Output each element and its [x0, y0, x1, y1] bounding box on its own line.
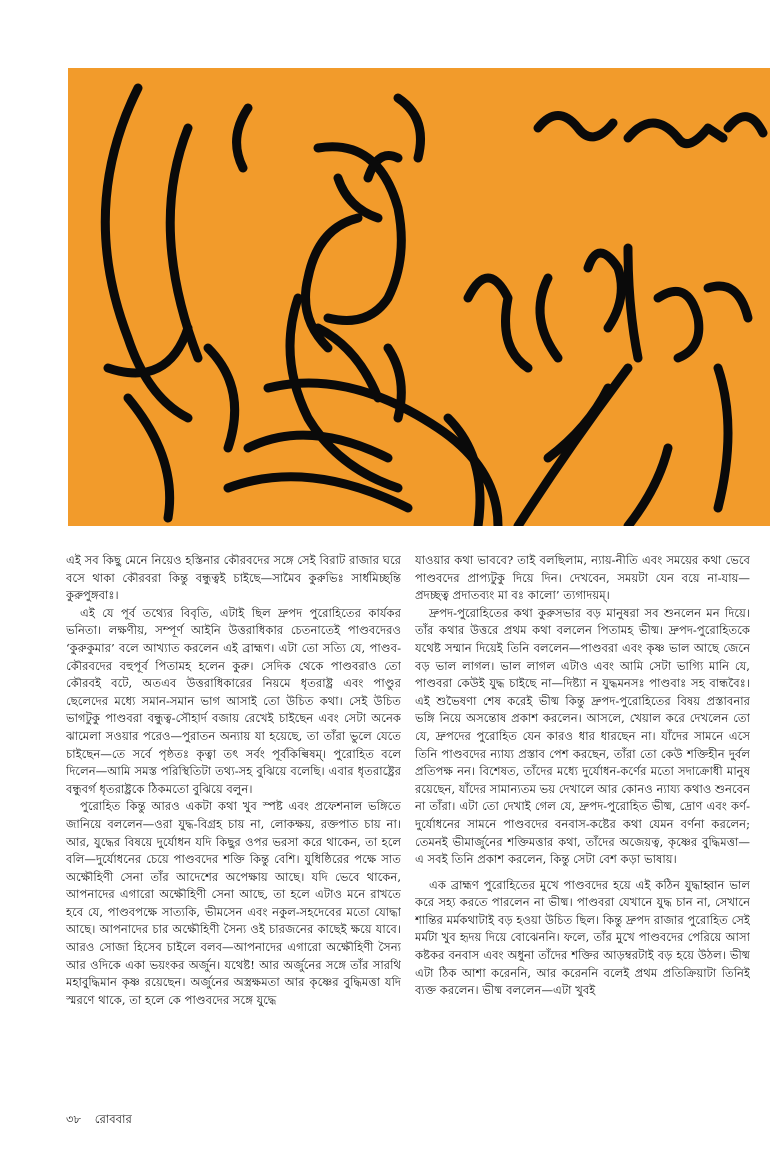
- left-column: [66, 552, 401, 1107]
- paragraph: এক ব্রাহ্মণ পুরোহিতের মুখে পাণ্ডবদের হয়ে এই কঠিন যুদ্ধাহ্বান ভাল করে সহ্য করতে পারলেন না ভীষ্ম। পাণ্ডবরা যেখানে যুদ্ধ চান না, সেখানে শান্তির মর্মকথাটাই বড় হওয়া উচিত ছিল। কিন্তু দ্রুপদ রাজার পুরোহিত সেই মর্মটা খুব হৃদয় দিয়ে বোঝেননি। ফলে, তাঁর মুখে পাণ্ডবদের পেরিয়ে আসা কষ্টকর বনবাস এবং অধুনা তাঁদের শক্তির আড়ম্বরটাই বড় হয়ে উঠল। ভীষ্ম এটা ঠিক আশা করেননি, আর করেননি বলেই প্রথম প্রতিক্রিয়াটা তিনিই ব্যক্ত করলেন। ভীষ্ম বললেন—এটা খুবই: [415, 877, 750, 998]
- paragraph: দ্রুপদ-পুরোহিতের কথা কুরুসভার বড় মানুষরা সব শুনলেন মন দিয়ে। তাঁর কথার উত্তরে প্রথম কথা বললেন পিতামহ ভীষ্ম। দ্রুপদ-পুরোহিতকে যথেষ্ট সম্মান দিয়েই তিনি বললেন—পাণ্ডবরা এবং কৃষ্ণ ভাল আছে জেনে বড় ভাল লাগল। ভাল লাগল এটাও এবং আমি সেটা ভাগ্যি মানি যে, পাণ্ডবরা কেউই যুদ্ধ চাইছে না—দিষ্ট্যা ন যুদ্ধমনসঃ পাণ্ডবাঃ সহ বান্ধবৈঃ। এই শুভৈষণা শেষ করেই ভীষ্ম কিন্তু দ্রুপদ-পুরোহিতের বিষয় প্রস্তাবনার ভঙ্গি নিয়ে অসন্তোষ প্রকাশ করলেন। আসলে, খেয়াল করে দেখলেন তো যে, দ্রুপদের পুরোহিত যেন কারও ধার ধারছেন না। যাঁদের সামনে এসে তিনি পাণ্ডবদের ন্যায্য প্রস্তাব পেশ করছেন, তাঁরা তো কেউ শক্তিহীন দুর্বল প্রতিপক্ষ নন। বিশেষত, তাঁদের মধ্যে দুর্যোধন-কর্ণের মতো সদাক্রোধী মানুষ রয়েছেন, যাঁদের সামান্যতম ভয় দেখালে আর কোনও ন্যায্য কথাও শুনবেন না তাঁরা। এটা তো দেখাই গেল যে, দ্রুপদ-পুরোহিত ভীষ্ম, দ্রোণ এবং কর্ণ-দুর্যোধনের সামনে পাণ্ডবদের বনবাস-কষ্টের কথা যেমন বর্ণনা করলেন; তেমনই ভীমার্জুনের শক্তিমত্তার কথা, তাঁদের অজেয়ত্ব, কৃষ্ণের বুদ্ধিমত্তা—এ সবই তিনি প্রকাশ করলেন, কিন্তু সেটা বেশ কড়া ভাষায়।: [415, 605, 750, 867]
- paragraph: পুরোহিত কিন্তু আরও একটা কথা খুব স্পষ্ট এবং প্রফেশনাল ভঙ্গিতে জানিয়ে বললেন—ওরা যুদ্ধ-বিগ্রহ চায় না, লোকক্ষয়, রক্তপাত চায় না। আর, যুদ্ধের বিষয়ে দুর্যোধন যদি কিছুর ওপর ভরসা করে থাকেন, তা হলে বলি—দুর্যোধনের চেয়ে পাণ্ডবদের শক্তি কিন্তু বেশি। যুধিষ্ঠিরের পক্ষে সাত অক্ষৌহিণী সেনা তাঁর আদেশের অপেক্ষায় আছে। যদি ভেবে থাকেন, আপনাদের এগারো অক্ষৌহিণী সেনা আছে, তা হলে এটাও মনে রাখতে হবে যে, পাণ্ডবপক্ষে সাত্যকি, ভীমসেন এবং নকুল-সহদেবের মতো যোদ্ধা আছে। আপনাদের চার অক্ষৌহিণী সৈন্য ওই চারজনের কাছেই ক্ষয়ে যাবে। আরও সোজা হিসেব চাইলে বলব—আপনাদের এগারো অক্ষৌহিণী সৈন্য আর ওদিকে একা ভয়ংকর অর্জুন। যথেষ্ট! আর অর্জুনের সঙ্গে তাঁর সারথি মহাবুদ্ধিমান কৃষ্ণ রয়েছেন। অর্জুনের অস্ত্রক্ষমতা আর কৃষ্ণের বুদ্ধিমত্তা যদি স্মরণে থাকে, তা হলে কে পাণ্ডবদের সঙ্গে যুদ্ধে: [66, 799, 401, 1007]
- paragraph: এই সব কিছু মেনে নিয়েও হস্তিনার কৌরবদের সঙ্গে সেই বিরাট রাজার ঘরে বসে থাকা কৌরবরা কিন্তু বন্ধুত্বই চাইছে—সামৈব কুরুভিঃ সার্ধমিচ্ছন্তি কুরুপুঙ্গবাঃ।: [66, 553, 401, 603]
- page-footer: [66, 1111, 142, 1130]
- illustration: [68, 68, 770, 526]
- right-column: [415, 552, 750, 1107]
- ink-drawing: [68, 68, 770, 526]
- paragraph: এই যে পূর্ব তথ্যের বিবৃতি, এটাই ছিল দ্রুপদ পুরোহিতের কার্যকর ভনিতা। লক্ষণীয়, সম্পূর্ণ আইনি উত্তরাধিকার চেতনাতেই পাণ্ডবদেরও ‘কুরুকুমার’ বলে আখ্যাত করলেন এই ব্রাহ্মণ। এটা তো সত্যি যে, পাণ্ডব-কৌরবদের বহুপূর্ব পিতামহ হলেন কুরু। সেদিক থেকে পাণ্ডবরাও তো কৌরবই বটে, অতএব উত্তরাধিকারের নিয়মে ধৃতরাষ্ট্র এবং পাণ্ডুর ছেলেদের মধ্যে সমান-সমান ভাগ আসাই তো উচিত কথা। সেই উচিত ভাগটুকু পাণ্ডবরা বন্ধুত্ব-সৌহার্দ বজায় রেখেই চাইছেন এবং সেটা অনেক ঝামেলা সওয়ার পরেও—পুরাতন অন্যায় যা হয়েছে, তা তাঁরা ভুলে যেতে চাইছেন—তে সর্বে পৃষ্ঠতঃ কৃত্বা তৎ সর্বং পূর্বকিল্বিষম্। পুরোহিত বলে দিলেন—আমি সমস্ত পরিস্থিতিটা তথ্য-সহ বুঝিয়ে বলেছি। এবার ধৃতরাষ্ট্রের বন্ধুবর্গ ধৃতরাষ্ট্রকে ঠিকমতো বুঝিয়ে বলুন।: [66, 605, 401, 796]
- ink-lettering: [538, 116, 613, 137]
- page-number: ৩৮: [66, 1112, 82, 1126]
- paragraph: যাওয়ার কথা ভাববে? তাই বলছিলাম, ন্যায়-নীতি এবং সময়ের কথা ভেবে পাণ্ডবদের প্রাপ্যটুকু দিয়ে দিন। দেখবেন, সময়টা যেন বয়ে না-যায়—প্রদচ্ছত্ব প্রদাতব্যং মা বঃ কালো’ ত্যগাদয়ম্।: [415, 553, 750, 603]
- article-body: [66, 552, 750, 1107]
- magazine-name: রোববার: [94, 1112, 132, 1126]
